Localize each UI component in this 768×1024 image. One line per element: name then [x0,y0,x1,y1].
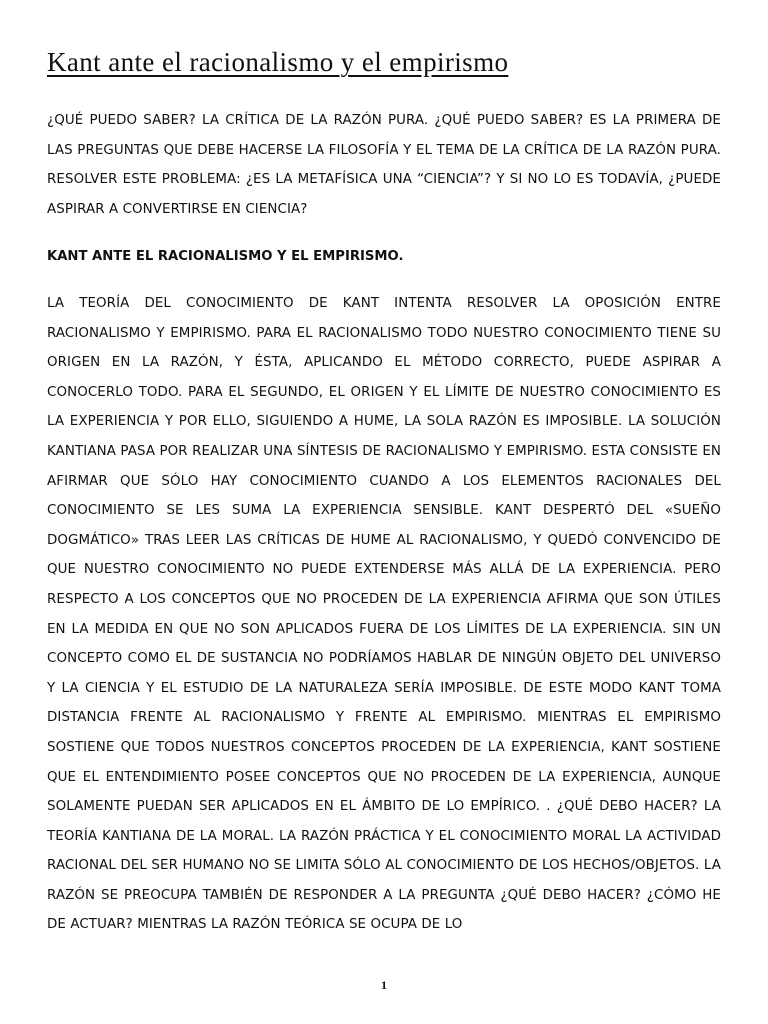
document-title: Kant ante el racionalismo y el empirismo [47,47,509,77]
page-number: 1 [381,978,387,992]
intro-paragraph: ¿QUÉ PUEDO SABER? LA CRÍTICA DE LA RAZÓN PURA. ¿QUÉ PUEDO SABER? ES LA PRIMERA DE LAS PREGUNTAS QUE DEBE HACERSE LA FILOSOFÍA Y EL TEMA DE LA CRÍTICA DE LA RAZÓN PURA. RESOLVER ESTE PROBLEMA: ¿ES LA METAFÍSICA UNA “CIENCIA”? Y SI NO LO ES TODAVÍA, ¿PUEDE ASPIRAR A CONVERTIRSE EN CIENCIA? [47,113,721,217]
section-heading: KANT ANTE EL RACIONALISMO Y EL EMPIRISMO. [47,249,404,264]
body-paragraph: LA TEORÍA DEL CONOCIMIENTO DE KANT INTENTA RESOLVER LA OPOSICIÓN ENTRE RACIONALISMO Y EMPIRISMO. PARA EL RACIONALISMO TODO NUESTRO CONOCIMIENTO TIENE SU ORIGEN EN LA RAZÓN, Y ÉSTA, APLICANDO EL MÉTODO CORRECTO, PUEDE ASPIRAR A CONOCERLO TODO. PARA EL SEGUNDO, EL ORIGEN Y EL LÍMITE DE NUESTRO CONOCIMIENTO ES LA EXPERIENCIA Y POR ELLO, SIGUIENDO A HUME, LA SOLA RAZÓN ES IMPOSIBLE. LA SOLUCIÓN KANTIANA PASA POR REALIZAR UNA SÍNTESIS DE RACIONALISMO Y EMPIRISMO. ESTA CONSISTE EN AFIRMAR QUE SÓLO HAY CONOCIMIENTO CUANDO A LOS ELEMENTOS RACIONALES DEL CONOCIMIENTO SE LES SUMA LA EXPERIENCIA SENSIBLE. KANT DESPERTÓ DEL «SUEÑO DOGMÁTICO» TRAS LEER LAS CRÍTICAS DE HUME AL RACIONALISMO, Y QUEDÓ CONVENCIDO DE QUE NUESTRO CONOCIMIENTO NO PUEDE EXTENDERSE MÁS ALLÁ DE LA EXPERIENCIA. PERO RESPECTO A LOS CONCEPTOS QUE NO PROCEDEN DE LA EXPERIENCIA AFIRMA QUE SON ÚTILES EN LA MEDIDA EN QUE NO SON APLICADOS FUERA DE LOS LÍMITES DE LA EXPERIENCIA. SIN UN CONCEPTO COMO EL DE SUSTANCIA NO PODRÍAMOS HABLAR DE NINGÚN OBJETO DEL UNIVERSO Y LA CIENCIA Y EL ESTUDIO DE LA NATURALEZA SERÍA IMPOSIBLE. DE ESTE MODO KANT TOMA DISTANCIA FRENTE AL RACIONALISMO Y FRENTE AL EMPIRISMO. MIENTRAS EL EMPIRISMO SOSTIENE QUE TODOS NUESTROS CONCEPTOS PROCEDEN DE LA EXPERIENCIA, KANT SOSTIENE QUE EL ENTENDIMIENTO POSEE CONCEPTOS QUE NO PROCEDEN DE LA EXPERIENCIA, AUNQUE SOLAMENTE PUEDAN SER APLICADOS EN EL ÁMBITO DE LO EMPÍRICO. . ¿QUÉ DEBO HACER? LA TEORÍA KANTIANA DE LA MORAL. LA RAZÓN PRÁCTICA Y EL CONOCIMIENTO MORAL LA ACTIVIDAD RACIONAL DEL SER HUMANO NO SE LIMITA SÓLO AL CONOCIMIENTO DE LOS HECHOS/OBJETOS. LA RAZÓN SE PREOCUPA TAMBIÉN DE RESPONDER A LA PREGUNTA ¿QUÉ DEBO HACER? ¿CÓMO HE DE ACTUAR? MIENTRAS LA RAZÓN TEÓRICA SE OCUPA DE LO [47,296,721,933]
